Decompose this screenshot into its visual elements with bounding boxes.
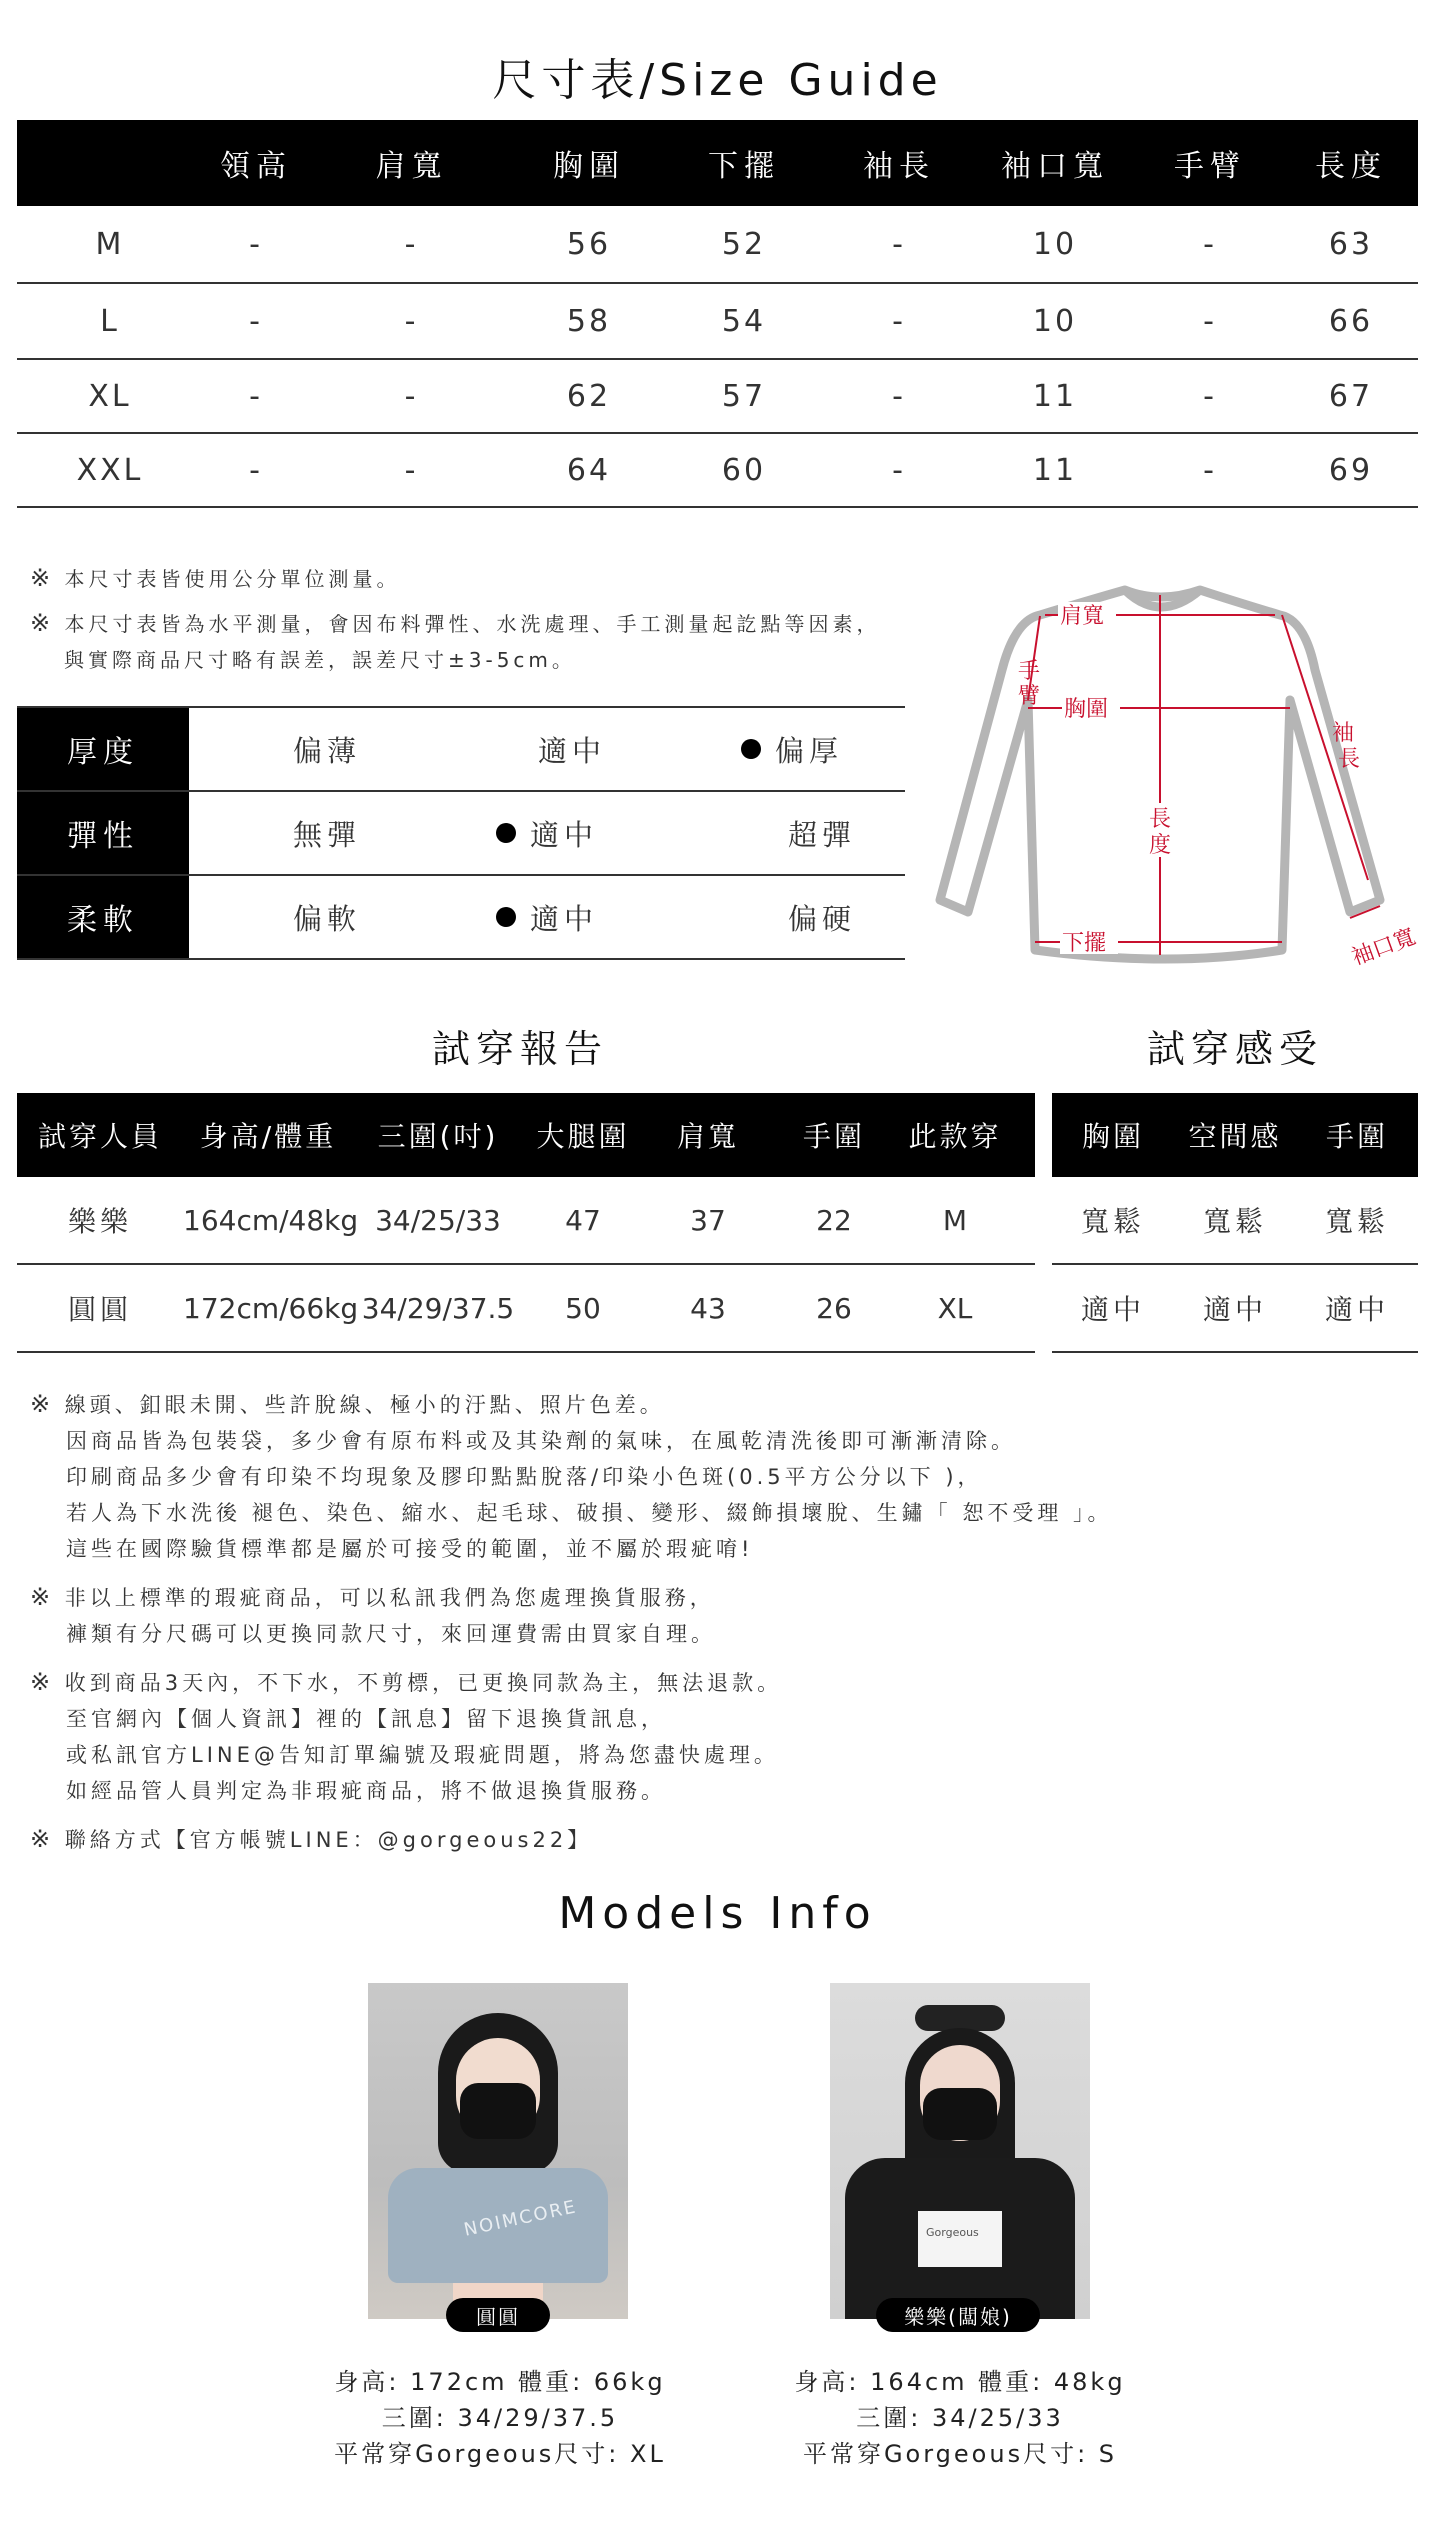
model-measurements: 三圍: 34/25/33 bbox=[856, 2404, 1064, 2432]
report-cell: 47 bbox=[565, 1203, 601, 1237]
chest-label: 胸圍 bbox=[1064, 697, 1109, 722]
size-row-xxl bbox=[17, 434, 1418, 508]
policy-line: 如經品管人員判定為非瑕疵商品，將不做退換貨服務。 bbox=[66, 1779, 666, 1803]
size-cell: 66 bbox=[1328, 303, 1374, 339]
model-tag-lele: 樂樂(闆娘) bbox=[876, 2298, 1040, 2332]
report-row-lele bbox=[17, 1177, 1035, 1265]
garment-measure-diagram bbox=[910, 560, 1430, 980]
size-notes bbox=[30, 560, 980, 678]
size-guide-title: 尺寸表/Size Guide bbox=[492, 55, 943, 106]
size-cell: - bbox=[1203, 226, 1217, 262]
model-usual-size: 平常穿Gorgeous尺寸: S bbox=[802, 2440, 1118, 2468]
feel-option-text: 適中 bbox=[537, 733, 606, 768]
size-cell: - bbox=[892, 378, 906, 414]
feel-cell: 寬鬆 bbox=[1202, 1205, 1267, 1238]
size-cell: - bbox=[249, 303, 263, 339]
feel-row-elasticity bbox=[17, 792, 905, 876]
size-cell: L bbox=[100, 303, 120, 339]
size-note-2b: 與實際商品尺寸略有誤差，誤差尺寸±3-5cm。 bbox=[64, 648, 576, 672]
feel-option bbox=[447, 708, 697, 790]
feel-option-text: 偏厚 bbox=[774, 733, 843, 768]
size-cell: 11 bbox=[1032, 378, 1078, 414]
report-col: 手圍 bbox=[802, 1120, 865, 1153]
report-cell: XL bbox=[937, 1291, 973, 1325]
model-info-lele bbox=[750, 2364, 1170, 2472]
feel-col: 手圍 bbox=[1325, 1120, 1388, 1153]
feel-option-text: 偏薄 bbox=[292, 733, 361, 768]
policy-notes bbox=[30, 1386, 1410, 1858]
model-top bbox=[918, 2211, 1002, 2267]
length-label-2: 度 bbox=[1149, 833, 1172, 858]
policy-line: 收到商品3天內，不下水，不剪標，已更換同款為主，無法退款。 bbox=[64, 1671, 783, 1695]
policy-line: 因商品皆為包裝袋，多少會有原布料或及其染劑的氣味，在風乾清洗後即可漸漸清除。 bbox=[66, 1429, 1016, 1453]
report-cell: 172cm/66kg bbox=[183, 1291, 359, 1325]
report-row-yuanyuan bbox=[17, 1265, 1035, 1353]
feel-cell: 適中 bbox=[1324, 1293, 1389, 1326]
feel-option-text: 無彈 bbox=[292, 817, 361, 852]
note-mark: ※ bbox=[30, 1583, 55, 1611]
length-label-1: 長 bbox=[1149, 807, 1172, 832]
feel-option bbox=[202, 876, 452, 958]
size-cell: 10 bbox=[1032, 303, 1078, 339]
feel-label: 厚度 bbox=[17, 708, 189, 790]
model-height-weight: 身高: 164cm 體重: 48kg bbox=[794, 2368, 1126, 2396]
selected-dot-icon bbox=[496, 823, 516, 843]
size-cell: 62 bbox=[566, 378, 612, 414]
selected-dot-icon bbox=[741, 739, 761, 759]
shirt-print: Gorgeous bbox=[926, 2226, 979, 2239]
note-mark: ※ bbox=[30, 1825, 55, 1853]
policy-line: 這些在國際驗貨標準都是屬於可接受的範圍，並不屬於瑕疵唷! bbox=[66, 1537, 754, 1561]
feel-option-text: 偏硬 bbox=[787, 901, 856, 936]
fit-report-title: 試穿報告 bbox=[432, 1027, 609, 1071]
report-cell: 樂樂 bbox=[67, 1205, 132, 1238]
size-cell: - bbox=[249, 226, 263, 262]
size-note-1: 本尺寸表皆使用公分單位測量。 bbox=[64, 567, 401, 591]
size-cell: 11 bbox=[1032, 452, 1078, 488]
note-mark: ※ bbox=[30, 609, 55, 637]
size-cell: XL bbox=[88, 378, 132, 414]
report-col: 身高/體重 bbox=[199, 1120, 337, 1153]
size-cell: 52 bbox=[721, 226, 767, 262]
model-measurements: 三圍: 34/29/37.5 bbox=[381, 2404, 619, 2432]
size-cell: - bbox=[1203, 378, 1217, 414]
report-cell: 37 bbox=[690, 1203, 726, 1237]
cuff-label: 袖口寬 bbox=[1348, 924, 1420, 971]
note-mark: ※ bbox=[30, 564, 55, 592]
report-cell: 43 bbox=[690, 1291, 726, 1325]
fit-report-header bbox=[17, 1093, 1035, 1177]
size-cell: 56 bbox=[566, 226, 612, 262]
feel-cell: 寬鬆 bbox=[1324, 1205, 1389, 1238]
size-cell: M bbox=[95, 226, 125, 262]
feel-option bbox=[202, 708, 452, 790]
size-col-chest: 胸圍 bbox=[553, 149, 625, 184]
face-mask bbox=[923, 2088, 997, 2140]
hem-label: 下擺 bbox=[1062, 931, 1107, 956]
selected-dot-icon bbox=[496, 907, 516, 927]
model-height-weight: 身高: 172cm 體重: 66kg bbox=[334, 2368, 666, 2396]
model-tag-yuanyuan: 圓圓 bbox=[446, 2298, 550, 2332]
size-cell: - bbox=[404, 378, 419, 414]
size-note-2a: 本尺寸表皆為水平測量，會因布料彈性、水洗處理、手工測量起訖點等因素， bbox=[64, 612, 881, 636]
face-mask bbox=[460, 2083, 536, 2139]
fit-feel-title: 試穿感受 bbox=[1147, 1027, 1324, 1071]
size-cell: 58 bbox=[566, 303, 612, 339]
policy-line: 非以上標準的瑕疵商品，可以私訊我們為您處理換貨服務， bbox=[64, 1586, 715, 1610]
note-mark: ※ bbox=[30, 1668, 55, 1696]
size-cell: - bbox=[1203, 452, 1217, 488]
shirt-print: NOIMCORE bbox=[462, 2196, 580, 2241]
report-cell: 圓圓 bbox=[67, 1293, 132, 1326]
size-cell: - bbox=[249, 452, 263, 488]
report-cell: 22 bbox=[816, 1203, 852, 1237]
size-cell: - bbox=[404, 452, 419, 488]
sleeve-label-1: 袖 bbox=[1332, 721, 1355, 746]
feel-col: 胸圍 bbox=[1081, 1120, 1144, 1153]
feel-label: 柔軟 bbox=[17, 876, 189, 958]
model-usual-size: 平常穿Gorgeous尺寸: XL bbox=[334, 2440, 666, 2468]
size-cell: - bbox=[1203, 303, 1217, 339]
report-cell: M bbox=[942, 1203, 968, 1237]
size-cell: 54 bbox=[721, 303, 767, 339]
size-cell: 69 bbox=[1328, 452, 1374, 488]
contact-line: 聯絡方式【官方帳號LINE：@gorgeous22】 bbox=[64, 1828, 593, 1852]
feel-cell: 適中 bbox=[1080, 1293, 1145, 1326]
feel-row-softness bbox=[17, 876, 905, 960]
report-cell: 34/25/33 bbox=[375, 1203, 501, 1237]
feel-option-text: 超彈 bbox=[787, 817, 856, 852]
feel-row-thickness bbox=[17, 708, 905, 792]
feel-option-selected bbox=[422, 792, 672, 874]
feel-label: 彈性 bbox=[17, 792, 189, 874]
feel-option-selected bbox=[667, 708, 917, 790]
size-cell: - bbox=[404, 226, 419, 262]
arm-label-1: 手 bbox=[1018, 659, 1041, 684]
model-photo-lele bbox=[830, 1983, 1090, 2319]
feel-row-yuanyuan bbox=[1052, 1265, 1418, 1353]
feel-cell: 寬鬆 bbox=[1080, 1205, 1145, 1238]
policy-line: 線頭、釦眼未開、些許脫線、極小的汙點、照片色差。 bbox=[64, 1393, 665, 1417]
feel-col: 空間感 bbox=[1188, 1120, 1282, 1153]
feel-cell: 適中 bbox=[1202, 1293, 1267, 1326]
size-row-m bbox=[17, 206, 1418, 284]
size-cell: - bbox=[892, 303, 906, 339]
size-cell: 67 bbox=[1328, 378, 1374, 414]
feel-option-text: 適中 bbox=[529, 817, 598, 852]
note-mark: ※ bbox=[30, 1390, 55, 1418]
report-col: 肩寬 bbox=[676, 1120, 739, 1153]
size-cell: 60 bbox=[721, 452, 767, 488]
feel-option bbox=[202, 792, 452, 874]
size-cell: - bbox=[892, 452, 906, 488]
size-table-header bbox=[17, 120, 1418, 206]
policy-line: 若人為下水洗後 褪色、染色、縮水、起毛球、破損、變形、綴飾損壞脫、生鏽「 恕不受理 」。 bbox=[66, 1501, 1113, 1525]
model-info-yuanyuan bbox=[290, 2364, 710, 2472]
feel-option-text: 適中 bbox=[529, 901, 598, 936]
size-cell: 64 bbox=[566, 452, 612, 488]
size-cell: - bbox=[404, 303, 419, 339]
report-cell: 164cm/48kg bbox=[183, 1203, 359, 1237]
feel-option-text: 偏軟 bbox=[292, 901, 361, 936]
size-row-l bbox=[17, 284, 1418, 360]
report-cell: 26 bbox=[816, 1291, 852, 1325]
report-col: 試穿人員 bbox=[37, 1120, 162, 1153]
size-col-sleeve: 袖長 bbox=[863, 149, 935, 184]
size-row-xl bbox=[17, 360, 1418, 434]
models-info-title: Models Info bbox=[558, 1888, 877, 1939]
size-cell: - bbox=[892, 226, 906, 262]
size-col-cuff: 袖口寬 bbox=[1001, 149, 1109, 184]
size-cell: 10 bbox=[1032, 226, 1078, 262]
feel-option-selected bbox=[422, 876, 672, 958]
report-col: 大腿圍 bbox=[536, 1120, 630, 1153]
size-col-shoulder: 肩寬 bbox=[375, 149, 448, 184]
size-col-length: 長度 bbox=[1315, 149, 1387, 184]
size-col-collar: 領高 bbox=[220, 149, 292, 184]
report-cell: 34/29/37.5 bbox=[361, 1291, 515, 1325]
policy-line: 至官網內【個人資訊】裡的【訊息】留下退換貨訊息， bbox=[66, 1707, 666, 1731]
shoulder-label: 肩寬 bbox=[1060, 604, 1105, 629]
policy-line: 或私訊官方LINE@告知訂單編號及瑕疵問題，將為您盡快處理。 bbox=[66, 1743, 779, 1767]
model-photo-yuanyuan bbox=[368, 1983, 628, 2319]
report-col: 三圍(吋) bbox=[377, 1120, 499, 1153]
size-cell: - bbox=[249, 378, 263, 414]
feel-row-lele bbox=[1052, 1177, 1418, 1265]
arm-label-2: 臂 bbox=[1018, 684, 1041, 709]
size-cell: 63 bbox=[1328, 226, 1374, 262]
size-cell: XXL bbox=[76, 452, 144, 488]
fit-feel-header bbox=[1052, 1093, 1418, 1177]
size-cell: 57 bbox=[721, 378, 767, 414]
report-col: 此款穿 bbox=[908, 1120, 1002, 1153]
sleeve-label-2: 長 bbox=[1338, 747, 1361, 772]
policy-line: 褲類有分尺碼可以更換同款尺寸，來回運費需由買家自理。 bbox=[66, 1622, 716, 1646]
policy-line: 印刷商品多少會有印染不均現象及膠印點點脫落/印染小色斑(0.5平方公分以下 )， bbox=[66, 1465, 983, 1489]
size-col-arm: 手臂 bbox=[1174, 149, 1246, 184]
report-cell: 50 bbox=[565, 1291, 601, 1325]
size-col-hem: 下擺 bbox=[708, 149, 780, 184]
